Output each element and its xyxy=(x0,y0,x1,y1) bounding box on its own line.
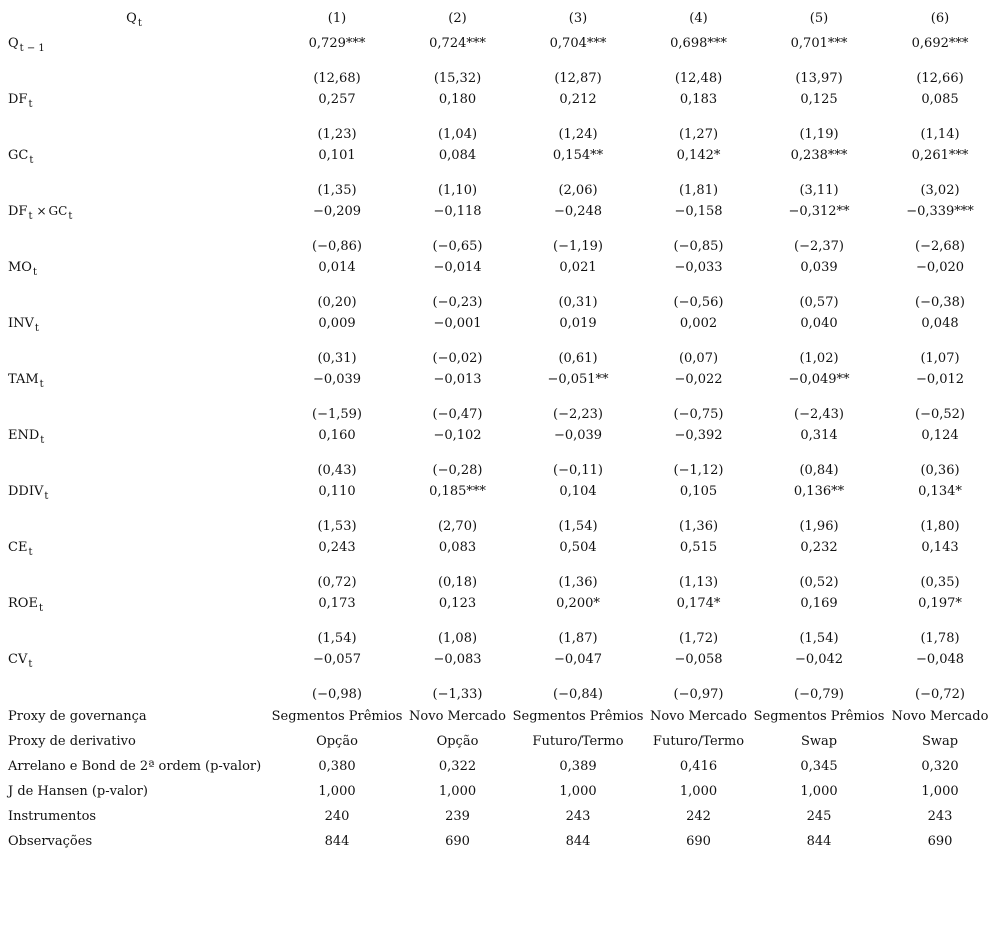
variable-base: ROE xyxy=(8,596,38,611)
statistic-cell: (−2,68) xyxy=(915,239,965,254)
coefficient-cell: −0,022 xyxy=(674,372,723,387)
coefficient-cell: −0,312** xyxy=(788,204,850,219)
empty-cell xyxy=(0,676,268,704)
statistic-cell: (0,84) xyxy=(799,463,839,478)
coefficient-cell: 0,243 xyxy=(318,540,356,555)
statistic-row-q-lag xyxy=(0,60,992,88)
statistic-cell: (12,48) xyxy=(674,71,723,86)
footer-value: 0,320 xyxy=(921,759,959,774)
coefficient-cell: 0,314 xyxy=(800,428,838,443)
coefficient-row-ddiv xyxy=(0,480,992,508)
statistic-cell: (12,87) xyxy=(554,71,602,86)
footer-label: Proxy de derivativo xyxy=(8,734,136,749)
coefficient-cell: 0,019 xyxy=(559,316,597,331)
statistic-cell: (−2,37) xyxy=(794,239,844,254)
statistic-row-df xyxy=(0,116,992,144)
variable-base: TAM xyxy=(8,372,39,387)
statistic-cell: (2,70) xyxy=(437,519,478,534)
statistic-cell: (−0,98) xyxy=(312,687,362,702)
statistic-cell: (0,31) xyxy=(558,295,598,310)
dependent-variable-header xyxy=(0,4,268,32)
footer-value: 0,389 xyxy=(559,759,597,774)
coefficient-cell: −0,102 xyxy=(433,428,482,443)
coefficient-row-q-lag xyxy=(0,32,992,60)
empty-cell xyxy=(0,452,268,480)
variable-base: MO xyxy=(8,260,32,275)
footer-value: Swap xyxy=(921,734,959,749)
footer-label: Instrumentos xyxy=(8,809,97,824)
statistic-cell: (15,32) xyxy=(433,71,482,86)
statistic-cell: (2,06) xyxy=(558,183,598,198)
statistic-cell: (1,54) xyxy=(558,519,598,534)
footer-label: Observações xyxy=(8,834,93,849)
coefficient-cell: 0,009 xyxy=(318,316,356,331)
coefficient-cell: −0,048 xyxy=(915,652,965,667)
coefficient-cell: −0,047 xyxy=(553,652,603,667)
statistic-cell: (1,80) xyxy=(920,519,960,534)
footer-value: 1,000 xyxy=(559,784,597,799)
variable-subscript: t xyxy=(38,603,43,614)
coefficient-cell: −0,013 xyxy=(433,372,482,387)
statistic-cell: (−0,79) xyxy=(794,687,844,702)
statistic-cell: (−0,72) xyxy=(915,687,965,702)
coefficient-cell: 0,123 xyxy=(438,596,477,611)
footer-value: Novo Mercado xyxy=(891,709,989,724)
footer-value: Swap xyxy=(800,734,838,749)
coefficient-cell: 0,180 xyxy=(438,92,477,107)
coefficient-cell: 0,701*** xyxy=(790,36,848,51)
variable-subscript: t xyxy=(28,659,33,670)
coefficient-cell: 0,729*** xyxy=(308,36,366,51)
coefficient-cell: −0,042 xyxy=(794,652,844,667)
coefficient-row-mo xyxy=(0,256,992,284)
statistic-cell: (−2,43) xyxy=(794,407,844,422)
coefficient-cell: −0,392 xyxy=(674,428,723,443)
coefficient-cell: 0,104 xyxy=(559,484,597,499)
footer-value: 243 xyxy=(927,809,953,824)
variable-base: CE xyxy=(8,540,28,555)
coefficient-cell: 0,257 xyxy=(318,92,356,107)
coefficient-cell: 0,021 xyxy=(559,260,597,275)
footer-value: 0,322 xyxy=(438,759,477,774)
statistic-cell: (0,36) xyxy=(920,463,960,478)
empty-cell xyxy=(0,228,268,256)
statistic-row-gc xyxy=(0,172,992,200)
coefficient-cell: 0,105 xyxy=(679,484,718,499)
statistic-cell: (−0,84) xyxy=(553,687,603,702)
statistic-row-roe xyxy=(0,620,992,648)
empty-cell xyxy=(0,620,268,648)
footer-value: 240 xyxy=(324,809,350,824)
statistic-row-tam xyxy=(0,396,992,424)
coefficient-cell: 0,261*** xyxy=(911,148,969,163)
coefficient-cell: 0,724*** xyxy=(429,36,486,51)
coefficient-cell: −0,039 xyxy=(312,372,362,387)
coefficient-cell: −0,049** xyxy=(788,372,850,387)
coefficient-cell: 0,515 xyxy=(679,540,718,555)
regression-table xyxy=(0,4,992,854)
variable-label-roe xyxy=(0,592,268,620)
statistic-cell: (−1,33) xyxy=(432,687,483,702)
footer-row-observacoes xyxy=(0,829,992,854)
coefficient-cell: 0,185*** xyxy=(429,484,486,499)
variable-label-ddiv xyxy=(0,480,268,508)
footer-label: J de Hansen (p-valor) xyxy=(8,784,148,799)
variable-label-cv xyxy=(0,648,268,676)
coefficient-cell: 0,110 xyxy=(318,484,356,499)
variable-subscript: t − 1 xyxy=(19,43,45,54)
interaction-operator: × xyxy=(36,204,47,218)
statistic-cell: (1,36) xyxy=(678,519,719,534)
statistic-cell: (−0,11) xyxy=(553,463,603,478)
statistic-cell: (1,19) xyxy=(799,127,839,142)
statistic-cell: (1,02) xyxy=(799,351,839,366)
footer-value: Segmentos Prêmios xyxy=(271,709,403,724)
footer-row-j-hansen xyxy=(0,779,992,804)
coefficient-cell: −0,014 xyxy=(433,260,482,275)
variable-base: DF xyxy=(8,92,28,107)
footer-value: 1,000 xyxy=(438,784,477,799)
variable-label-tam xyxy=(0,368,268,396)
statistic-cell: (1,27) xyxy=(678,127,719,142)
variable-label-end xyxy=(0,424,268,452)
coefficient-cell: 0,504 xyxy=(559,540,597,555)
footer-value: 0,416 xyxy=(679,759,718,774)
statistic-row-ce xyxy=(0,564,992,592)
statistic-cell: (1,96) xyxy=(799,519,839,534)
statistic-cell: (3,02) xyxy=(920,183,960,198)
footer-value: 242 xyxy=(686,809,711,824)
empty-cell xyxy=(0,172,268,200)
coefficient-cell: −0,118 xyxy=(433,204,482,219)
statistic-row-ddiv xyxy=(0,508,992,536)
coefficient-cell: 0,183 xyxy=(679,92,718,107)
variable-base: Q xyxy=(8,36,19,51)
variable-subscript: t xyxy=(32,267,37,278)
footer-value: 245 xyxy=(806,809,832,824)
statistic-cell: (1,10) xyxy=(437,183,478,198)
column-header-2: (2) xyxy=(448,10,467,26)
variable-base: DDIV xyxy=(8,484,44,499)
coefficient-cell: −0,083 xyxy=(433,652,482,667)
statistic-cell: (0,07) xyxy=(678,351,719,366)
variable-subscript: t xyxy=(28,99,33,110)
statistic-cell: (12,66) xyxy=(916,71,964,86)
coefficient-cell: −0,339*** xyxy=(906,204,974,219)
variable-base: END xyxy=(8,428,40,443)
statistic-cell: (−0,85) xyxy=(673,239,724,254)
coefficient-cell: 0,039 xyxy=(800,260,838,275)
coefficient-cell: 0,160 xyxy=(318,428,356,443)
coefficient-cell: 0,173 xyxy=(318,596,356,611)
footer-value: Opção xyxy=(436,734,479,749)
coefficient-cell: 0,124 xyxy=(921,428,959,443)
coefficient-row-df-x-gc xyxy=(0,200,992,228)
footer-value: 690 xyxy=(927,834,953,849)
statistic-cell: (−0,86) xyxy=(312,239,362,254)
statistic-cell: (1,54) xyxy=(799,631,839,646)
statistic-cell: (−0,23) xyxy=(432,295,483,310)
variable-label-gc xyxy=(0,144,268,172)
header-row xyxy=(0,4,992,32)
footer-value: 243 xyxy=(565,809,591,824)
statistic-cell: (−0,65) xyxy=(432,239,483,254)
statistic-cell: (−1,12) xyxy=(673,463,724,478)
variable-subscript-2: t xyxy=(68,211,73,222)
variable-subscript: t xyxy=(29,155,34,166)
column-header-1: (1) xyxy=(327,10,347,26)
coefficient-cell: −0,033 xyxy=(674,260,723,275)
coefficient-row-cv xyxy=(0,648,992,676)
empty-cell xyxy=(0,508,268,536)
variable-subscript: t xyxy=(44,491,49,502)
coefficient-row-inv xyxy=(0,312,992,340)
coefficient-cell: 0,085 xyxy=(921,92,959,107)
coefficient-cell: 0,692*** xyxy=(911,36,969,51)
statistic-cell: (0,52) xyxy=(799,575,839,590)
coefficient-row-df xyxy=(0,88,992,116)
coefficient-cell: 0,238*** xyxy=(790,148,848,163)
variable-subscript: t xyxy=(40,435,45,446)
coefficient-cell: 0,002 xyxy=(679,316,718,331)
coefficient-cell: 0,200* xyxy=(556,596,600,611)
footer-value: Segmentos Prêmios xyxy=(753,709,885,724)
statistic-cell: (−0,52) xyxy=(915,407,965,422)
footer-row-instrumentos xyxy=(0,804,992,829)
statistic-cell: (1,53) xyxy=(317,519,357,534)
footer-value: Novo Mercado xyxy=(650,709,747,724)
coefficient-cell: 0,048 xyxy=(921,316,959,331)
statistic-cell: (1,24) xyxy=(558,127,598,142)
dependent-variable-sub: t xyxy=(137,17,142,29)
coefficient-cell: 0,125 xyxy=(800,92,838,107)
column-header-5: (5) xyxy=(809,10,829,26)
column-header-4: (4) xyxy=(689,10,708,26)
variable-base: GC xyxy=(8,148,29,163)
footer-value: Novo Mercado xyxy=(409,709,506,724)
coefficient-cell: −0,158 xyxy=(674,204,723,219)
statistic-cell: (1,13) xyxy=(678,575,719,590)
coefficient-cell: 0,169 xyxy=(800,596,838,611)
statistic-cell: (0,43) xyxy=(317,463,357,478)
statistic-row-mo xyxy=(0,284,992,312)
coefficient-cell: 0,083 xyxy=(438,540,477,555)
footer-label: Proxy de governança xyxy=(8,709,147,724)
variable-subscript: t xyxy=(28,211,33,222)
statistic-cell: (1,72) xyxy=(678,631,719,646)
coefficient-cell: −0,209 xyxy=(312,204,362,219)
footer-label: Arrelano e Bond de 2ª ordem (p-valor) xyxy=(8,759,262,774)
footer-value: 690 xyxy=(686,834,711,849)
coefficient-cell: 0,084 xyxy=(438,148,477,163)
statistic-cell: (−0,28) xyxy=(432,463,483,478)
statistic-cell: (1,14) xyxy=(920,127,960,142)
variable-label-df xyxy=(0,88,268,116)
coefficient-cell: 0,698*** xyxy=(670,36,727,51)
statistic-row-inv xyxy=(0,340,992,368)
statistic-cell: (0,18) xyxy=(437,575,478,590)
footer-value: 0,380 xyxy=(318,759,356,774)
coefficient-row-tam xyxy=(0,368,992,396)
coefficient-row-gc xyxy=(0,144,992,172)
statistic-cell: (1,04) xyxy=(437,127,478,142)
variable-label-df-x-gc xyxy=(0,200,268,228)
statistic-row-df-x-gc xyxy=(0,228,992,256)
empty-cell xyxy=(0,116,268,144)
footer-value: 1,000 xyxy=(800,784,838,799)
empty-cell xyxy=(0,340,268,368)
coefficient-row-roe xyxy=(0,592,992,620)
statistic-cell: (1,54) xyxy=(317,631,357,646)
variable-subscript: t xyxy=(39,379,44,390)
coefficient-cell: 0,154** xyxy=(552,148,604,163)
statistic-cell: (0,57) xyxy=(799,295,839,310)
statistic-cell: (1,36) xyxy=(558,575,598,590)
coefficient-cell: 0,704*** xyxy=(549,36,607,51)
footer-value: 0,345 xyxy=(800,759,838,774)
coefficient-cell: −0,058 xyxy=(674,652,723,667)
footer-row-arellano-bond xyxy=(0,754,992,779)
empty-cell xyxy=(0,284,268,312)
statistic-cell: (−2,23) xyxy=(553,407,603,422)
coefficient-row-ce xyxy=(0,536,992,564)
statistic-cell: (−1,59) xyxy=(312,407,362,422)
footer-value: Opção xyxy=(316,734,358,749)
statistic-row-cv xyxy=(0,676,992,704)
empty-cell xyxy=(0,564,268,592)
statistic-cell: (13,97) xyxy=(795,71,843,86)
coefficient-cell: 0,040 xyxy=(800,316,838,331)
coefficient-cell: 0,143 xyxy=(921,540,959,555)
coefficient-cell: 0,174* xyxy=(676,596,721,611)
statistic-cell: (0,72) xyxy=(317,575,357,590)
variable-base-2: GC xyxy=(48,204,68,218)
coefficient-cell: −0,001 xyxy=(433,316,482,331)
coefficient-cell: −0,057 xyxy=(312,652,362,667)
footer-value: 844 xyxy=(806,834,832,849)
statistic-cell: (3,11) xyxy=(799,183,839,198)
coefficient-cell: 0,136** xyxy=(793,484,845,499)
footer-row-proxy-governanca xyxy=(0,704,992,729)
variable-label-inv xyxy=(0,312,268,340)
statistic-cell: (1,87) xyxy=(558,631,598,646)
variable-label-mo xyxy=(0,256,268,284)
coefficient-row-end xyxy=(0,424,992,452)
coefficient-cell: −0,051** xyxy=(547,372,609,387)
coefficient-cell: −0,020 xyxy=(915,260,965,275)
variable-base: DF xyxy=(8,204,28,219)
coefficient-cell: −0,039 xyxy=(553,428,603,443)
statistic-cell: (−0,38) xyxy=(915,295,965,310)
statistic-cell: (−0,56) xyxy=(673,295,724,310)
footer-value: 690 xyxy=(445,834,470,849)
column-header-6: (6) xyxy=(930,10,950,26)
footer-value: 1,000 xyxy=(318,784,356,799)
empty-cell xyxy=(0,396,268,424)
variable-base: INV xyxy=(8,316,34,331)
footer-value: 239 xyxy=(445,809,470,824)
statistic-cell: (1,35) xyxy=(317,183,357,198)
footer-row-proxy-derivativo xyxy=(0,729,992,754)
table-body xyxy=(0,32,992,854)
statistic-cell: (0,20) xyxy=(317,295,357,310)
statistic-cell: (1,07) xyxy=(920,351,960,366)
statistic-cell: (0,35) xyxy=(920,575,960,590)
coefficient-cell: −0,012 xyxy=(915,372,965,387)
coefficient-cell: 0,197* xyxy=(918,596,962,611)
footer-value: Futuro/Termo xyxy=(652,734,745,749)
variable-label-ce xyxy=(0,536,268,564)
coefficient-cell: −0,248 xyxy=(553,204,603,219)
footer-value: 844 xyxy=(565,834,591,849)
statistic-cell: (1,23) xyxy=(317,127,357,142)
statistic-cell: (−0,02) xyxy=(432,351,483,366)
variable-label-q-lag xyxy=(0,32,268,60)
coefficient-cell: 0,014 xyxy=(318,260,356,275)
footer-value: Segmentos Prêmios xyxy=(512,709,644,724)
statistic-cell: (0,31) xyxy=(317,351,357,366)
coefficient-cell: 0,212 xyxy=(559,92,597,107)
footer-value: 1,000 xyxy=(679,784,718,799)
statistic-cell: (−0,75) xyxy=(673,407,724,422)
footer-value: 844 xyxy=(324,834,350,849)
statistic-cell: (1,78) xyxy=(920,631,960,646)
coefficient-cell: 0,232 xyxy=(800,540,838,555)
statistic-cell: (−0,97) xyxy=(673,687,724,702)
variable-base: CV xyxy=(8,652,28,667)
column-header-3: (3) xyxy=(568,10,588,26)
variable-subscript: t xyxy=(28,547,33,558)
coefficient-cell: 0,134* xyxy=(918,484,962,499)
empty-cell xyxy=(0,60,268,88)
statistic-cell: (12,68) xyxy=(313,71,361,86)
statistic-row-end xyxy=(0,452,992,480)
statistic-cell: (1,08) xyxy=(437,631,478,646)
statistic-cell: (0,61) xyxy=(558,351,598,366)
footer-value: 1,000 xyxy=(921,784,959,799)
statistic-cell: (−0,47) xyxy=(432,407,483,422)
coefficient-cell: 0,142* xyxy=(676,148,721,163)
footer-value: Futuro/Termo xyxy=(532,734,624,749)
statistic-cell: (−1,19) xyxy=(553,239,603,254)
variable-subscript: t xyxy=(34,323,39,334)
dependent-variable-base: Q xyxy=(126,10,137,26)
statistic-cell: (1,81) xyxy=(678,183,719,198)
coefficient-cell: 0,101 xyxy=(318,148,356,163)
